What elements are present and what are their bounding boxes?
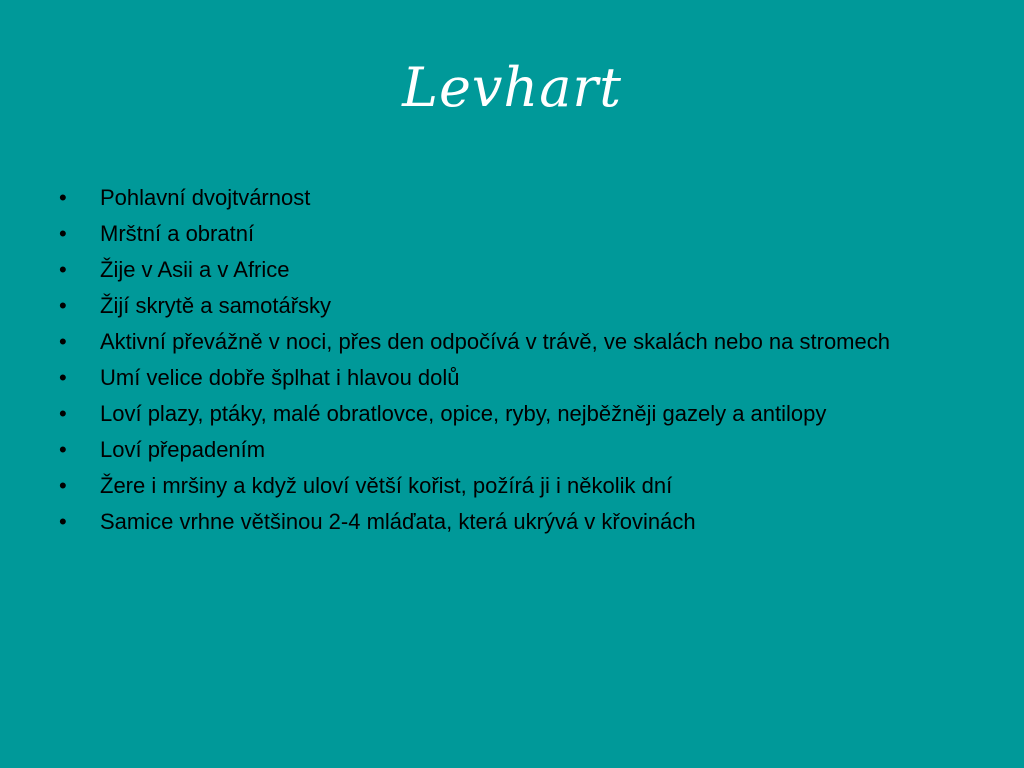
list-item-text: Loví přepadením: [100, 437, 266, 462]
bullet-icon: •: [59, 329, 67, 354]
slide-title: Levhart: [402, 56, 622, 119]
bullet-icon: •: [59, 257, 67, 282]
bullet-icon: •: [59, 473, 67, 498]
list-item-text: Pohlavní dvojtvárnost: [100, 185, 311, 210]
list-item: [56, 399, 976, 428]
list-item-text: Žijí skrytě a samotářsky: [100, 293, 332, 318]
list-item: [56, 435, 976, 464]
list-item-text: Umí velice dobře šplhat i hlavou dolů: [100, 365, 460, 390]
list-item: [56, 291, 976, 320]
bullet-icon: •: [59, 221, 67, 246]
list-item: [56, 507, 976, 536]
bullet-icon: •: [59, 401, 67, 426]
bullet-icon: •: [59, 365, 67, 390]
list-item: [56, 183, 976, 212]
list-item: [56, 219, 976, 248]
list-item: [56, 471, 976, 500]
bullet-icon: •: [59, 293, 67, 318]
bullet-list: [56, 183, 976, 543]
list-item-text: Aktivní převážně v noci, přes den odpočívá v trávě, ve skalách nebo na stromech: [100, 329, 890, 354]
list-item-text: Žije v Asii a v Africe: [100, 257, 290, 282]
list-item: [56, 363, 976, 392]
bullet-icon: •: [59, 509, 67, 534]
list-item: [56, 327, 976, 356]
list-item: [56, 255, 976, 284]
list-item-text: Mrštní a obratní: [100, 221, 255, 246]
bullet-icon: •: [59, 437, 67, 462]
list-item-text: Loví plazy, ptáky, malé obratlovce, opice, ryby, nejběžněji gazely a antilopy: [100, 401, 827, 426]
list-item-text: Žere i mršiny a když uloví větší kořist, požírá ji i několik dní: [100, 473, 673, 498]
bullet-icon: •: [59, 185, 67, 210]
list-item-text: Samice vrhne většinou 2-4 mláďata, která ukrývá v křovinách: [100, 509, 696, 534]
